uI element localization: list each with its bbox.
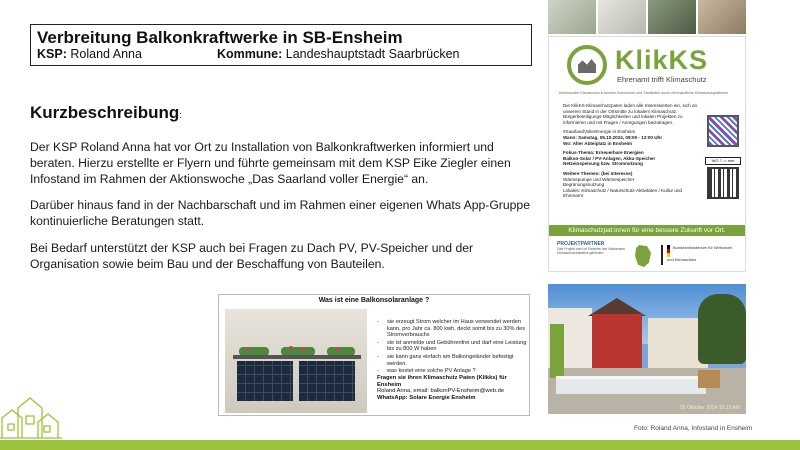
flyer-green-bar: Klimaschutzpat:innen für eine bessere Zukunft vor Ort. <box>549 225 745 236</box>
flyer-when: Wann: Samstag, 05.10.2024, 08:00 - 13:00 Uhr <box>563 134 663 140</box>
flyer-focus-1: Balkon-Solar / PV-Anlagen, Akku-Speicher <box>563 155 656 161</box>
ministry-name: Bundesministerium für Wirtschaft und Klimaschutz <box>667 245 732 262</box>
qr-label: WO ? -> mm <box>705 157 741 165</box>
paragraph-1: Der KSP Roland Anna hat vor Ort zu Installation von Balkonkraftwerken informiert und beraten. Hierzu erstellte er Flyern und führte gemeinsam mit dem KSP Eike Ziegler einen Infostand im Rahmen der Aktionswoche „Das Saarland voller Energie“ an. <box>30 140 511 186</box>
section-title-text: Kurzbeschreibung <box>30 103 180 122</box>
flyer-more-1: Wärmepumpe und Wärmespeicher <box>563 176 635 182</box>
ksp-info <box>37 47 217 62</box>
list-item: - was kostet eine solche PV Anlage ? <box>377 368 527 375</box>
kommune-value: Landeshauptstadt Saarbrücken <box>285 47 460 61</box>
flyer-body <box>563 103 703 203</box>
klikks-emblem-icon <box>567 45 607 85</box>
slide-title: Verbreitung Balkonkraftwerke in SB-Ensheim <box>37 28 403 47</box>
photo-timestamp: 05 Oktober 2024 10:15 AM <box>680 405 740 411</box>
flyer-more-3: Lokales: Klimaschutz / Naturschutz-Aktivitäten / Kultur und Ehrenamt <box>563 187 682 199</box>
slide-header <box>30 24 532 66</box>
flyer-event <box>563 129 703 146</box>
strip-photo <box>648 0 696 34</box>
flyer-focus-title: Fokus-Thema: Erneuerbare Energien <box>563 150 644 156</box>
ksp-label: KSP: <box>37 47 67 61</box>
info-card-question: Was ist eine Balkonsolaranlage ? <box>318 297 430 304</box>
flyer-more-title: Weitere Themen: (bei Interesse) <box>563 170 633 176</box>
footer-bar <box>0 440 800 450</box>
klikks-logo <box>567 45 727 87</box>
flyer-where: Wo: Alter Abteiplatz in Ensheim <box>563 140 632 146</box>
partner-text: Das Projekt wird im Rahmen der Nationalen Klimaschutzinitiative gefördert. <box>557 247 626 256</box>
kommune-label: Kommune: <box>217 47 283 61</box>
strip-photo <box>598 0 646 34</box>
photo-caption: Foto: Roland Anna, Infostand in Ensheim <box>634 425 753 432</box>
list-item: - sie ist anmelde und Gebührenfrei und darf eine Leistung bis zu 800 W haben <box>377 340 527 353</box>
balkon-info-card <box>218 294 530 416</box>
ministry-logo <box>661 245 739 265</box>
flyer-more <box>563 171 703 199</box>
klikks-flyer <box>548 36 746 272</box>
strip-photo <box>548 0 596 34</box>
infostand-photo <box>548 284 746 414</box>
contact-line: Roland Anna, email: balkonPV-Ensheim@web.de <box>377 388 505 395</box>
klikks-tagline: Ehrenamt trifft Klimaschutz <box>617 75 707 84</box>
info-card-contact <box>377 375 527 401</box>
paragraph-2: Darüber hinaus fand in der Nachbarschaft und im Rahmen einer eigenen Whats App-Gruppe kontinuierliche Beratungen statt. <box>30 198 530 228</box>
flyer-focus-2: Netzeinspeisung bzw. Stromnutzung <box>563 161 643 167</box>
section-title-colon: : <box>179 110 182 120</box>
paragraph-3: Bei Bedarf unterstützt der KSP auch bei Fragen zu Dach PV, PV-Speicher und der Organisation sowie beim Bau und der Beschaffung von Bauteilen. <box>30 241 474 271</box>
header-meta <box>37 47 525 62</box>
germany-map-icon <box>633 245 653 267</box>
flyer-hashtag: #SaarlandVollerEnergie in Ensheim <box>563 129 636 135</box>
list-item: - sie kann ganz einfach am Balkongeländer befestigt werden. <box>377 354 527 367</box>
flyer-focus <box>563 150 703 167</box>
balcony-solar-photo <box>225 309 367 413</box>
houses-logo-icon <box>0 378 62 440</box>
qr-code-icon <box>707 115 739 147</box>
kommune-info <box>217 47 460 62</box>
photo-strip <box>548 0 746 34</box>
section-title <box>30 103 182 123</box>
klikks-logo-text: KlikKS <box>615 45 709 75</box>
strip-photo <box>698 0 746 34</box>
list-item: - sie erzeugt Strom welcher im Haus verwendet werden kann, pro Jahr ca. 800 kwh, deckt somit bis zu 30% des Stromverbrauchs <box>377 319 527 339</box>
flyer-partner <box>557 241 739 269</box>
flyer-body-intro: Die KlikKS-Klimaschutzpaten laden alle Interessierten ein, sich an unserem Stand in der Ortsmitte zu lokalem Klimaschutz, Bürgerbeteiligungs-Möglichkeiten und lokalen Projekten zu informieren und mit Fragen / Anregungen beizutragen. <box>563 103 698 125</box>
contact-title: Fragen sie ihren Klimaschutz Paten (Klikks) für Ensheim <box>377 375 507 388</box>
whatsapp-group: WhatsApp: Solare Energie Ensheim <box>377 394 476 401</box>
ksp-value: Roland Anna <box>70 47 142 61</box>
flyer-more-2: Begrünungsnutzung <box>563 182 605 188</box>
info-card-bullets <box>377 319 527 376</box>
german-flag-icon <box>667 245 670 257</box>
qr-code-icon <box>707 167 739 199</box>
flyer-intro: Kommunaler Klimaschutz in kleinen Kommunen und Stadtteilen durch ehrenamtliche Klimaschutzpatinnen <box>559 91 728 95</box>
partner-title: PROJEKTPARTNER <box>557 241 605 247</box>
